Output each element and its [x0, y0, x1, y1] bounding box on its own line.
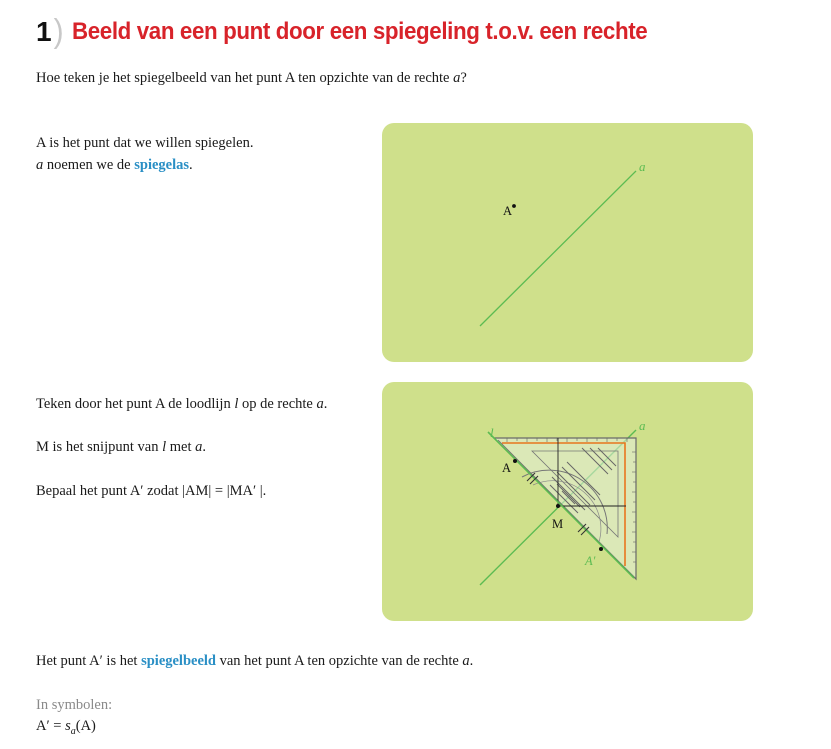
figure-2-drawing [382, 382, 753, 621]
conclusion [36, 650, 473, 672]
step2-line2-mid: met [166, 439, 196, 455]
formula-arg: (A) [75, 718, 96, 734]
step2-line1-mid: op de rechte [238, 396, 317, 412]
point-a-label: A [503, 204, 513, 218]
step2-line1-var2: a [316, 396, 324, 412]
figure-2-panel [382, 382, 753, 621]
step1-var: a [36, 157, 44, 173]
point-m-dot [556, 504, 560, 508]
step2-line2-var1: l [162, 439, 167, 455]
axis-a-label: a [639, 418, 646, 433]
conclusion-text2: van het punt A ten opzichte van de rechte [216, 653, 463, 669]
section-number: 1 [36, 16, 52, 47]
point-m-label: M [552, 517, 564, 531]
step1-line1: A is het punt dat we willen spiegelen. [36, 135, 254, 151]
point-a-label: A [502, 461, 512, 475]
section-paren: ) [53, 13, 64, 50]
step2-line3: Bepaal het punt A′ zodat |AM| = |MA′ |. [36, 483, 267, 499]
point-a-dot [512, 204, 516, 208]
symbols-label: In symbolen: [36, 697, 113, 713]
question-text: Hoe teken je het spiegelbeeld van het punt A ten opzichte van de rechte [36, 70, 454, 86]
point-a-dot [513, 459, 517, 463]
spiegelbeeld-keyword: spiegelbeeld [141, 653, 216, 669]
section-heading [36, 12, 690, 52]
figure-1-drawing [382, 123, 753, 362]
step2-line2-text: M is het snijpunt van [36, 439, 163, 455]
symbols-formula [36, 715, 96, 743]
conclusion-var: a [462, 653, 470, 669]
step2-line2-end: . [202, 439, 206, 455]
page-title: Beeld van een punt door een spiegeling t.o.v. een rechte [71, 18, 647, 45]
axis-label: a [639, 159, 646, 174]
mirror-axis-line [480, 171, 636, 326]
step2-line1-var1: l [234, 396, 239, 412]
step1-end: . [189, 157, 193, 173]
question-end: ? [460, 70, 467, 86]
question-var: a [453, 70, 461, 86]
step1-text: noemen we de [43, 157, 135, 173]
line-l-label: l [490, 425, 494, 440]
conclusion-text: Het punt A′ is het [36, 653, 142, 669]
step2-line2 [36, 436, 206, 458]
spiegelas-keyword: spiegelas [134, 157, 190, 173]
step2-line1-end: . [323, 396, 328, 412]
step1-line2 [36, 154, 193, 176]
point-a-prime-dot [599, 547, 603, 551]
formula-sub: a [70, 725, 76, 737]
step2-line1-text: Teken door het punt A de loodlijn [36, 396, 235, 412]
conclusion-end: . [469, 653, 474, 669]
question [36, 67, 467, 89]
formula-lhs: A′ = [36, 718, 66, 734]
formula-s: s [65, 718, 71, 734]
step2-line1 [36, 393, 327, 415]
point-a-prime-label: A′ [585, 554, 596, 568]
figure-1-panel [382, 123, 753, 362]
step2-line2-var2: a [195, 439, 203, 455]
